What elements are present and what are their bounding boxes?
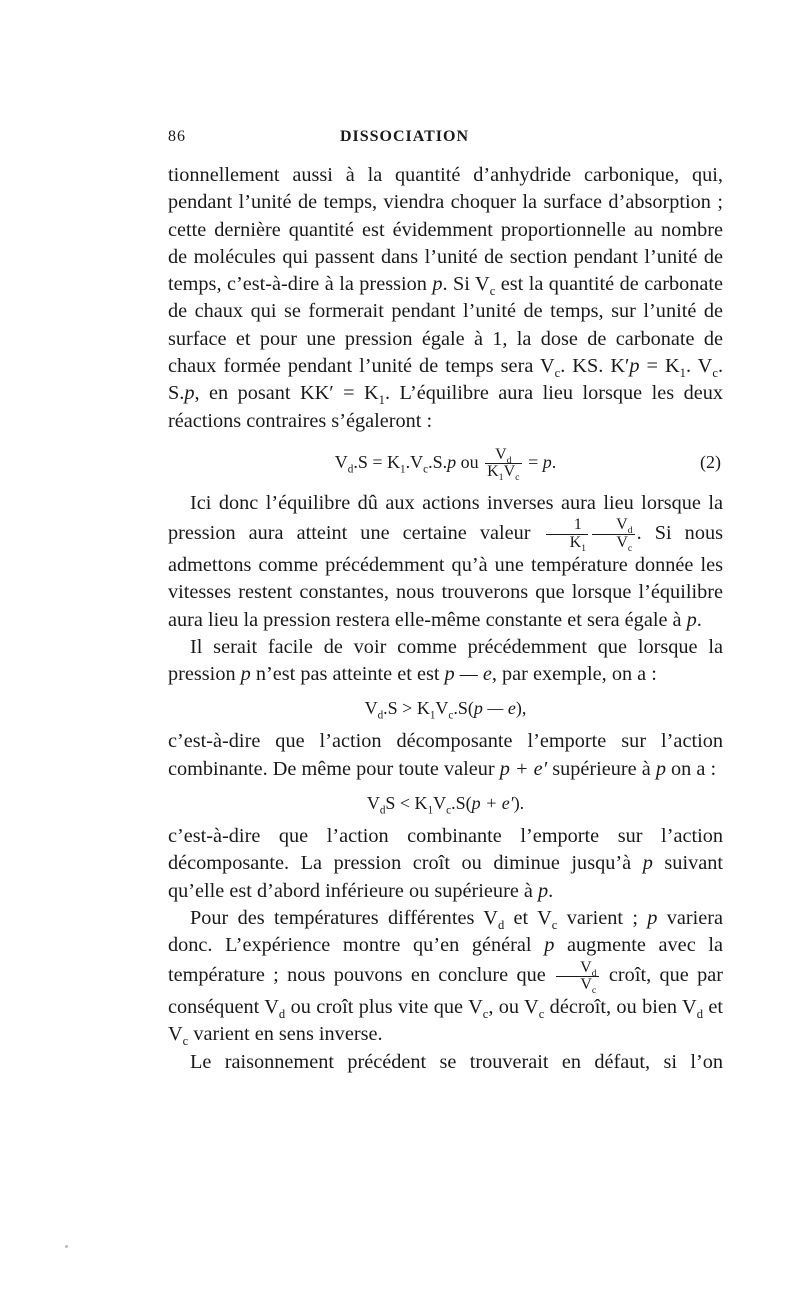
running-header	[168, 128, 641, 152]
paragraph-2: Ici donc l’équilibre dû aux actions inverses aura lieu lorsque la pression aura atteint une certaine valeur $\frac{1}{K_1}$ $\frac{V_d}{V_c}$ . Si nous admettons comme précédemment qu’à une température donnée les vitesses restent constantes, nous trouverons que lorsque l’équilibre aura lieu la pression restera elle-même constante et sera égale à p.	[168, 491, 723, 631]
paragraph-6: Pour des températures différentes $V_d$ et $V_c$ varient ; p variera donc. L’expérience montre qu’en général p augmente avec la température ; nous pouvons en conclure que $\frac{V_d}{V_c}$ croît, que par conséquent $V_d$ ou croît plus vite que $V_c$, ou $V_c$ décroît, ou bien $V_d$ et $V_c$ varient en sens inverse.	[168, 906, 724, 1049]
fraction-vd-over-vc-2: $\frac{V_d}{V_c}$	[556, 960, 599, 995]
paragraph-4: c’est-à-dire que l’action décomposante l’emporte sur l’action combinante. De même pour toute valeur p + e′ supérieure à p on a :	[168, 730, 723, 780]
body-text	[168, 162, 723, 1076]
fraction-one-over-k1: $\frac{1}{K_1}$	[546, 517, 589, 552]
paragraph-5: c’est-à-dire que l’action combinante l’emporte sur l’action décomposante. La pression croît ou diminue jusqu’à p suivant qu’elle est d’abord inférieure ou supérieure à p.	[168, 824, 724, 902]
paragraph-7: Le raisonnement précédent se trouverait en défaut, si l’on	[190, 1050, 723, 1073]
running-title: DISSOCIATION	[339, 128, 470, 145]
fraction-vd-over-vc: $\frac{V_d}{V_c}$	[592, 517, 635, 552]
fraction-vd-over-k1vc: $\frac{V_d}{K_1V_c}$	[487, 445, 520, 484]
paper-speck	[65, 1245, 68, 1248]
inequality-1: $V_d.S > K_1V_c.S(p$ — e),	[364, 698, 527, 722]
equation-2: $V_d.S = K_1.V_c.S.p$ ou $\frac{V_d}{K_1V_c}$ = p. (2)	[168, 435, 723, 490]
page-number: 86	[168, 128, 186, 145]
equation-number: (2)	[700, 451, 721, 472]
paragraph-1: tionnellement aussi à la quantité d’anhydride carbonique, qui, pendant l’unité de temps, viendra choquer la surface d’absorption ; cette dernière quantité est évidemment proportionnelle au nombre de molécules qui passent dans l’unité de section pendant l’unité de temps, c’est-à-dire à la pression p. Si $V_c$ est la quantité de carbonate de chaux qui se formerait pendant l’unité de temps, sur l’unité de surface et pour une pression égale à 1, la dose de carbonate de chaux formée pendant l’unité de temps sera $V_c$. KS. $K'p = K_1$. $V_c$. S.p, en posant $KK' = K_1$. L’équilibre aura lieu lorsque les deux réactions contraires s’égaleront :	[168, 164, 724, 432]
paragraph-3: Il serait facile de voir comme précédemment que lorsque la pression p n’est pas atteinte et est p — e, par exemple, on a :	[168, 635, 723, 686]
inequality-2: $V_dS < K_1V_c.S(p + e')$.	[366, 792, 525, 817]
